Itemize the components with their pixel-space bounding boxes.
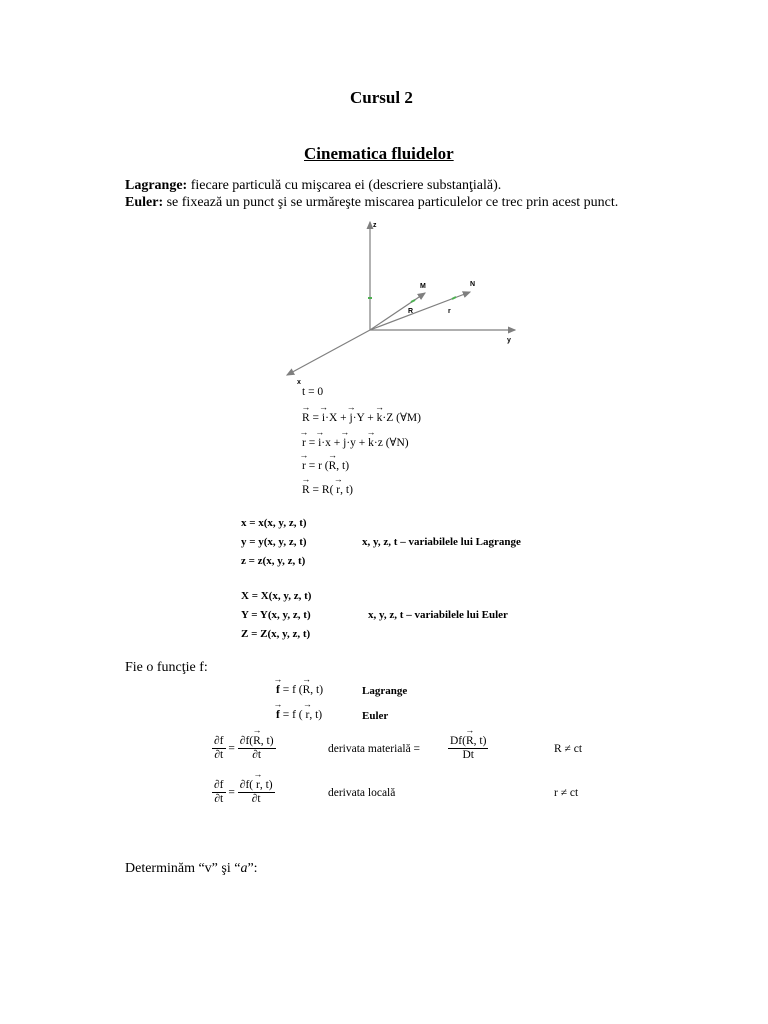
material-derivative-D: $\frac{Df(\to R, t)}{Dt}$: [448, 735, 488, 762]
local-derivative-label: derivata locală: [328, 787, 396, 799]
eq-f-euler: → f = f ( → r, t): [276, 709, 322, 721]
euler-var-x: X = X(x, y, z, t): [241, 590, 312, 602]
section-title: Cinematica fluidelor: [304, 144, 454, 163]
lagrange-var-z: z = z(x, y, z, t): [241, 555, 306, 567]
vector-R: [370, 293, 425, 330]
local-condition: r ≠ ct: [554, 787, 579, 799]
vector-r-marker: [452, 297, 456, 299]
eq-f-lagrange: → f = f (→ R, t): [276, 684, 323, 696]
euler-tag: Euler: [362, 710, 389, 722]
point-m-label: M: [420, 283, 426, 290]
lagrange-var-x: x = x(x, y, z, t): [241, 517, 307, 529]
coordinate-diagram: [0, 0, 768, 400]
eq-R-definition: → R = → i·X + → j·Y + → k·Z (∀M): [302, 410, 421, 424]
lagrange-label: Lagrange:: [125, 178, 188, 193]
vector-R-label: R: [408, 308, 414, 315]
vector-R-marker: [411, 300, 415, 302]
point-n-label: N: [470, 281, 476, 288]
euler-var-y: Y = Y(x, y, z, t): [241, 609, 311, 621]
euler-var-z: Z = Z(x, y, z, t): [241, 628, 311, 640]
function-intro: Fie o funcţie f:: [125, 660, 208, 675]
vector-r-label: r: [448, 308, 451, 315]
x-axis: [287, 330, 370, 375]
z-axis-label: z: [373, 222, 377, 229]
eq-r-of-R: → r = r (→ R, t): [302, 460, 349, 472]
lagrange-var-y: y = y(x, y, z, t): [241, 536, 307, 548]
eq-r-definition: → r = → i·x + → j·y + → k·z (∀N): [302, 435, 409, 449]
material-derivative-label: derivata materială =: [328, 743, 421, 755]
lagrange-tag: Lagrange: [362, 685, 408, 697]
euler-text: se fixează un punct şi se urmăreşte miscarea particulelor ce trec prin acest punct.: [163, 195, 619, 210]
material-condition: R ≠ ct: [554, 743, 583, 755]
euler-vars-note: x, y, z, t – variabilele lui Euler: [368, 609, 508, 621]
page-title: Cursul 2: [350, 88, 413, 107]
lagrange-text: fiecare particulă cu mişcarea ei (descriere substanţială).: [187, 178, 502, 193]
local-derivative-eq: $\frac{\partial f}{\partial t}$ = $\frac{\partial f( \to r, t)}{\partial t}$: [212, 779, 275, 806]
closing-line: Determinăm “v” şi “a”:: [125, 861, 258, 876]
lagrange-vars-note: x, y, z, t – variabilele lui Lagrange: [362, 536, 521, 548]
y-axis-label: y: [507, 337, 511, 344]
material-derivative-eq: $\frac{\partial f}{\partial t}$ = $\frac{\partial f(\to R, t)}{\partial t}$: [212, 735, 276, 762]
eq-t0: t = 0: [302, 386, 324, 398]
x-axis-label: x: [297, 379, 301, 386]
euler-label: Euler:: [125, 195, 164, 210]
eq-R-of-r: → R = R( → r, t): [302, 484, 353, 496]
